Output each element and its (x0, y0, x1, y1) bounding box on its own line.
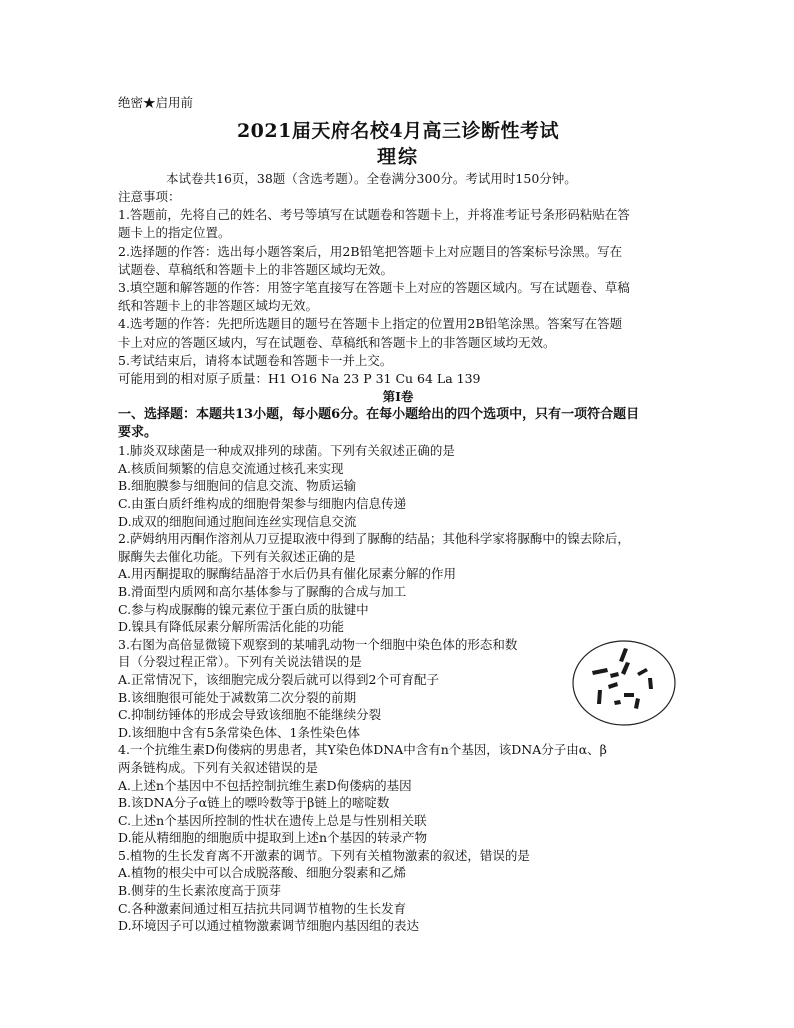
option-b: B.侧芽的生长素浓度高于顶芽 (118, 883, 282, 899)
option-a: A.上述n个基因中不包括控制抗维生素D佝偻病的基因 (118, 777, 412, 793)
question-stem-cont: 目（分裂过程正常）。下列有关说法错误的是 (118, 654, 362, 670)
notes-line: 5.考试结束后，请将本试题卷和答题卡一并上交。 (118, 352, 393, 368)
chromosome-shape (619, 648, 628, 662)
question-stem-cont: 两条链构成。下列有关叙述错误的是 (118, 759, 319, 775)
question-stem: 3.右图为高倍显微镜下观察到的某哺乳动物一个细胞中染色体的形态和数 (118, 636, 518, 652)
chromosome-shape (610, 672, 619, 678)
chromosome-shape (637, 668, 648, 676)
notes-line: 试题卷、草稿纸和答题卡上的非答题区域均无效。 (118, 261, 394, 277)
question-4 (118, 741, 678, 847)
exam-subject: 理综 (376, 146, 419, 168)
exam-page (118, 92, 678, 935)
section-heading-cont: 要求。 (118, 425, 158, 441)
question-2 (118, 530, 678, 636)
chromosome-shape (597, 690, 602, 704)
chromosomes (592, 648, 653, 709)
section-heading: 一、选择题：本题共13小题，每小题6分。在每小题给出的四个选项中，只有一项符合题目 (118, 407, 640, 423)
option-a: A.正常情况下，该细胞完成分裂后就可以得到2个可育配子 (118, 671, 439, 687)
question-stem: 2.萨姆纳用丙酮作溶剂从刀豆提取液中得到了脲酶的结晶；其他科学家将脲酶中的镍去除后， (118, 531, 630, 547)
chromosome-shape (614, 700, 621, 705)
option-c: C.由蛋白质纤维构成的细胞骨架参与细胞内信息传递 (118, 496, 407, 512)
notes-line: 卡上对应的答题区域内，写在试题卷、草稿纸和答题卡上的非答题区域均无效。 (118, 334, 556, 350)
notes-block (118, 188, 678, 388)
option-c: C.抑制纺锤体的形成会导致该细胞不能继续分裂 (118, 707, 382, 723)
option-a: A.用丙酮提取的脲酶结晶溶于水后仍具有催化尿素分解的作用 (118, 566, 457, 582)
notes-line: 纸和答题卡上的非答题区域均无效。 (118, 298, 319, 314)
option-d: D.镍具有降低尿素分解所需活化能的功能 (118, 619, 345, 635)
option-c: C.参与构成脲酶的镍元素位于蛋白质的肽键中 (118, 601, 369, 617)
chromosome-shape (592, 668, 608, 675)
chromosome-shape (608, 682, 618, 689)
notes-line: 4.选考题的作答：先把所选题目的题号在答题卡上指定的位置用2B铅笔涂黑。答案写在答题 (118, 316, 623, 332)
option-d: D.环境因子可以通过植物激素调节细胞内基因组的表达 (118, 918, 420, 934)
exam-title: 2021届天府名校4月高三诊断性考试 (236, 120, 560, 142)
exam-intro: 本试卷共16页，38题（含选考题）。全卷满分300分。考试用时150分钟。 (166, 171, 577, 186)
option-d: D.能从精细胞的细胞质中提取到上述n个基因的转录产物 (118, 830, 428, 846)
option-b: B.该DNA分子α链上的嘌呤数等于β链上的嘧啶数 (118, 795, 390, 811)
notes-line: 2.选择题的作答：选出每小题答案后，用2B铅笔把答题卡上对应题目的答案标号涂黑。写在 (118, 243, 623, 259)
question-stem: 5.植物的生长发育离不开激素的调节。下列有关植物激素的叙述，错误的是 (118, 847, 530, 863)
atomic-mass-line: 可能用到的相对原子质量：H1 O16 Na 23 P 31 Cu 64 La 139 (118, 371, 481, 387)
chromosome-shape (648, 678, 653, 689)
chromosome-shape (621, 662, 630, 675)
option-b: B.滑面型内质网和高尔基体参与了脲酶的合成与加工 (118, 583, 407, 599)
notes-line: 1.答题前，先将自己的姓名、考号等填写在试题卷和答题卡上，并将准考证号条形码粘贴在答 (118, 207, 630, 223)
notes-line: 3.填空题和解答题的作答：用签字笔直接写在答题卡上对应的答题区域内。写在试题卷、草稿 (118, 280, 630, 296)
option-b: B.该细胞很可能处于减数第二次分裂的前期 (118, 689, 357, 705)
question-5 (118, 847, 678, 935)
option-d: D.该细胞中含有5条常染色体、1条性染色体 (118, 724, 360, 740)
option-c: C.各种激素间通过相互拮抗共同调节植物的生长发育 (118, 900, 407, 916)
option-a: A.核质间频繁的信息交流通过核孔来实现 (118, 460, 344, 476)
question-stem: 1.肺炎双球菌是一种成双排列的球菌。下列有关叙述正确的是 (118, 443, 455, 459)
chromosome-shape (634, 698, 640, 709)
volume-heading: 第Ⅰ卷 (382, 389, 414, 405)
notes-heading: 注意事项： (118, 189, 181, 204)
question-stem-cont: 脲酶失去催化功能。下列有关叙述正确的是 (118, 548, 356, 564)
question-stem: 4.一个抗维生素D佝偻病的男患者，其Y染色体DNA中含有n个基因，该DNA分子由α、β (118, 742, 607, 758)
question-1 (118, 442, 678, 530)
cell-chromosome-diagram (568, 638, 680, 728)
option-c: C.上述n个基因所控制的性状在遗传上总是与性别相关联 (118, 812, 427, 828)
option-a: A.植物的根尖中可以合成脱落酸、细胞分裂素和乙烯 (118, 865, 407, 881)
confidential-label: 绝密★启用前 (118, 95, 194, 110)
option-b: B.细胞膜参与细胞间的信息交流、物质运输 (118, 478, 357, 494)
chromosome-shape (624, 693, 634, 697)
chromosome-figure (568, 638, 680, 728)
notes-line: 题卡上的指定位置。 (118, 225, 231, 241)
option-d: D.成双的细胞间通过胞间连丝实现信息交流 (118, 513, 357, 529)
